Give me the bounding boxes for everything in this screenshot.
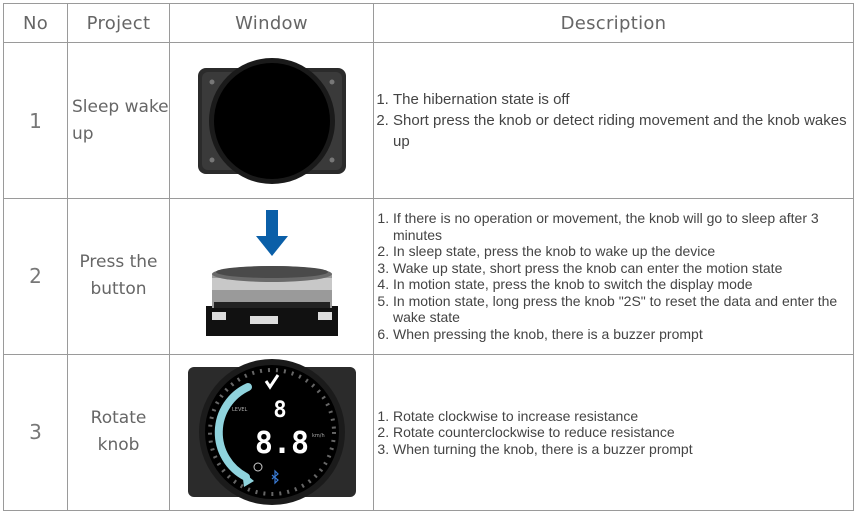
description-list <box>374 408 853 458</box>
table-row <box>4 43 854 199</box>
window-cell <box>170 43 374 199</box>
description-cell <box>374 199 854 354</box>
description-list <box>374 210 853 342</box>
description-item: 1. The hibernation state is off <box>393 89 853 110</box>
project-line: button <box>90 279 147 300</box>
knob-display-image <box>186 359 358 505</box>
project-line: Rotate <box>90 408 147 429</box>
knob-sleep-image <box>192 58 352 184</box>
project-line: up <box>72 123 94 144</box>
header-row <box>4 4 854 43</box>
project-name <box>68 354 170 510</box>
description-item: 1. Rotate clockwise to increase resistance <box>393 408 853 425</box>
description-item: 2. Short press the knob or detect riding movement and the knob wakes up <box>393 110 853 152</box>
description-cell <box>374 43 854 199</box>
description-item: 1. If there is no operation or movement, the knob will go to sleep after 3 minutes <box>393 210 853 243</box>
description-item: 3. When turning the knob, there is a buzzer prompt <box>393 441 853 458</box>
project-line: Sleep wake <box>72 96 169 117</box>
project-name <box>68 199 170 354</box>
description-item: 2. In sleep state, press the knob to wake up the device <box>393 243 853 260</box>
description-item: 6. When pressing the knob, there is a buzzer prompt <box>393 326 853 343</box>
arrow-down-icon <box>256 210 288 256</box>
speed-value: 8.8 <box>254 426 309 462</box>
header-description: Description <box>374 4 854 43</box>
level-value: 8 <box>272 398 287 424</box>
description-item: 4. In motion state, press the knob to switch the display mode <box>393 276 853 293</box>
knob-press-image <box>192 206 352 346</box>
description-item: 3. Wake up state, short press the knob can enter the motion state <box>393 260 853 277</box>
window-cell <box>170 354 374 510</box>
header-no: No <box>4 4 68 43</box>
description-item: 2. Rotate counterclockwise to reduce resistance <box>393 424 853 441</box>
level-label: LEVEL <box>231 407 247 414</box>
header-project: Project <box>68 4 170 43</box>
row-number: 1 <box>4 43 68 199</box>
spec-table <box>3 3 854 511</box>
table-row <box>4 199 854 354</box>
project-name <box>68 43 170 199</box>
table-row <box>4 354 854 510</box>
project-line: knob <box>97 435 140 456</box>
project-line: Press the <box>79 252 158 273</box>
row-number: 3 <box>4 354 68 510</box>
header-window: Window <box>170 4 374 43</box>
row-number: 2 <box>4 199 68 354</box>
description-item: 5. In motion state, long press the knob "2S" to reset the data and enter the wake state <box>393 293 853 326</box>
unit-label: km/h <box>311 433 325 440</box>
description-cell <box>374 354 854 510</box>
window-cell <box>170 199 374 354</box>
description-list <box>374 89 853 152</box>
